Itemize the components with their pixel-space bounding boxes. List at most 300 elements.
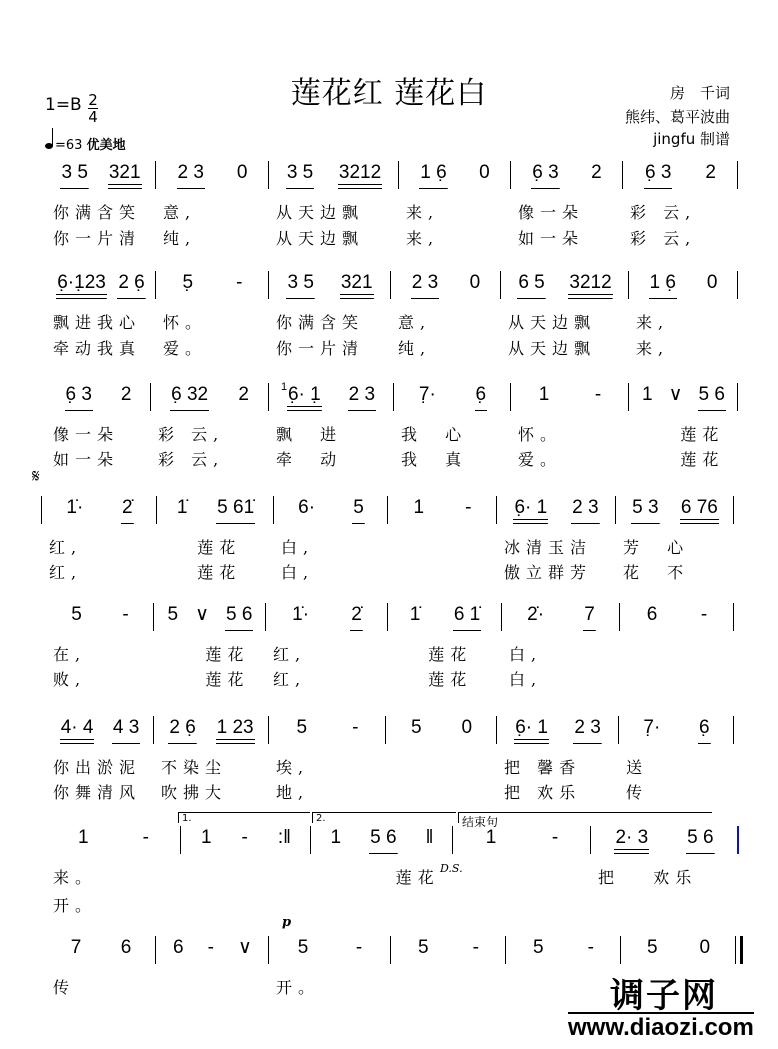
lyric-verse-1: 怀。 (163, 313, 208, 332)
barline (398, 161, 399, 189)
note-group (277, 828, 292, 854)
notes: 6̣·1̣23 (57, 272, 106, 293)
lyric-verse-1: 你出淤泥 (53, 758, 142, 777)
notes: 321 (340, 272, 373, 293)
lyric-verse-1: 冰清玉洁 (504, 538, 593, 557)
notes: 5 (353, 497, 364, 518)
measure (51, 273, 151, 299)
note-group (649, 273, 677, 299)
notes: - (587, 937, 594, 958)
measure (625, 605, 729, 631)
key-signature: 1=B (45, 95, 82, 115)
measure (274, 938, 386, 964)
notes: - (352, 717, 359, 738)
lyric-verse-2: 彩 云, (630, 229, 697, 248)
lyric-verse-2: 纯, (398, 339, 432, 358)
notes: ∨ (195, 604, 210, 625)
time-bottom: 4 (88, 108, 98, 126)
note-group (168, 718, 196, 744)
lyric-verse-2: 牵动我真 (53, 339, 142, 358)
lyric-verse-2: 红, (273, 670, 307, 689)
measure (507, 605, 615, 631)
system-5 (0, 604, 778, 689)
measure (51, 718, 149, 744)
note-group (182, 273, 195, 299)
notes: 5 6 (370, 827, 397, 848)
lyric-verse-1: 把 欢乐 (598, 868, 698, 887)
note-group (120, 938, 133, 964)
notes: 1 23 (216, 717, 254, 738)
notes: 1 (485, 827, 497, 848)
notes: 6̣ 32 (171, 384, 209, 405)
lyricist-credit: 房 千词 (669, 84, 730, 102)
note-group (237, 385, 250, 411)
lyric-verse-1: 莲花 (318, 868, 440, 887)
note-group (594, 385, 602, 411)
notes: 5 61̇ (217, 497, 255, 518)
notes: 1 6̣ (420, 162, 447, 183)
notes: 7 (70, 937, 82, 958)
measure (621, 498, 729, 524)
notes: 2· 3 (615, 827, 649, 848)
lyric-verse-1: 莲花 (636, 425, 725, 444)
note-group (475, 385, 488, 411)
notes: 4 3 (112, 717, 140, 738)
lyric-verse-2: 莲花 (395, 670, 473, 689)
notes: 0 (469, 272, 481, 293)
notes: ‖ (425, 827, 434, 848)
notes: - (122, 604, 129, 625)
barline (620, 936, 621, 964)
measure (516, 163, 618, 189)
note-group (646, 605, 659, 631)
lyric-verse-1: 埃, (276, 758, 310, 777)
lyric-verse-2: 纯, (163, 229, 197, 248)
note-group (571, 498, 599, 524)
lyric-verse-1: 怀。 (518, 425, 563, 444)
notes: - (241, 827, 248, 848)
notes: 6̣ 3 (645, 162, 672, 183)
lyric-verse-1: 意, (163, 203, 197, 222)
system-4 (0, 497, 778, 582)
note-group (56, 273, 107, 299)
notes: 4· 4 (60, 717, 94, 738)
notes: 1 (642, 384, 653, 405)
barline (153, 716, 154, 744)
notes: 6 1̇ (453, 604, 481, 625)
segno-icon: 𝄋 (32, 466, 40, 487)
lyric-verse-2: 傲立群芳 (504, 563, 593, 582)
notes: 1 6̣ (649, 272, 676, 293)
notes: 1 (413, 497, 425, 518)
lyric-verse-2: 莲花 (164, 563, 242, 582)
notes: - (207, 937, 214, 958)
note-group (70, 605, 83, 631)
notes: 2 (120, 384, 132, 405)
notes: 2 6̣ (169, 717, 196, 738)
note-group (65, 498, 84, 524)
lyric-verse-1: 意, (398, 313, 432, 332)
system-3 (0, 381, 778, 469)
time-signature (88, 92, 98, 125)
lyric-verse-2: 爱。 (518, 450, 563, 469)
note-group (70, 938, 83, 964)
notes: 2 3 (574, 717, 601, 738)
measure (162, 498, 269, 524)
note-group (77, 828, 90, 854)
watermark-logo: 调子网 (610, 976, 718, 1016)
measure (391, 718, 492, 744)
note-group (225, 605, 253, 631)
measure (161, 163, 264, 189)
note-group (551, 828, 559, 854)
lyric-verse-2: 牵 动 (276, 450, 343, 469)
notes: 2 (591, 162, 602, 183)
note-group (194, 605, 210, 631)
notes: - (236, 272, 243, 293)
measure (274, 381, 389, 411)
measure (404, 163, 506, 189)
notes: 2̇ (351, 604, 362, 625)
notes: 6̣· 1̣ (287, 384, 321, 405)
notes: 6 (120, 937, 132, 958)
measure (274, 273, 386, 299)
note-group (513, 498, 548, 524)
notes: - (551, 827, 559, 848)
lyric-verse-2: 我 真 (401, 450, 468, 469)
barline (496, 716, 497, 744)
lyric-verse-1: 你满含笑 (53, 203, 142, 222)
note-group (352, 498, 365, 524)
notes: 6̣ (699, 717, 710, 738)
notes: 2 (238, 384, 249, 405)
note-group (472, 938, 480, 964)
notes: 5 (533, 937, 544, 958)
notes: - (472, 937, 479, 958)
note-group (142, 828, 150, 854)
barline (268, 936, 269, 964)
note-group (296, 718, 309, 744)
lyric-verse-1: 你满含笑 (276, 313, 365, 332)
notes: 321 (108, 162, 141, 183)
barline (505, 936, 506, 964)
barline (387, 496, 388, 524)
notes: - (142, 827, 149, 848)
notes: ∨ (238, 937, 252, 958)
barline (628, 383, 629, 411)
lyric-verse-2: 爱。 (163, 339, 208, 358)
note-group (167, 605, 180, 631)
note-group (350, 605, 363, 631)
system-7 (0, 827, 778, 915)
note-group (704, 163, 717, 189)
notes: 2̇ (122, 497, 133, 518)
tempo-value: =63 (55, 138, 83, 153)
notes: 2 3 (572, 497, 599, 518)
barline (273, 496, 274, 524)
measure (393, 605, 497, 631)
lyric-verse-2: 如一朵 (518, 229, 585, 248)
lyric-verse-2: 地, (276, 783, 310, 802)
measure (396, 273, 496, 299)
measure (393, 498, 492, 524)
notes: 5 (296, 717, 308, 738)
lyric-verse-2: 你一片清 (276, 339, 365, 358)
note-group (297, 498, 316, 524)
notes: 5 (167, 604, 179, 625)
system-6 (0, 717, 778, 802)
barline (41, 496, 42, 524)
barline (393, 383, 394, 411)
notes: 7 (584, 604, 595, 625)
notes: 3212 (338, 162, 382, 183)
notes: 3 5 (287, 272, 314, 293)
notes: 7̣· (643, 717, 661, 738)
notes: 1̇ (409, 604, 421, 625)
transcriber-credit: jingfu 制谱 (653, 130, 730, 148)
lyric-verse-1: 白, (509, 645, 543, 664)
note-group (419, 163, 447, 189)
note-group (338, 163, 382, 189)
notes: 5 6 (226, 604, 253, 625)
note-group (65, 385, 93, 411)
measure (51, 938, 151, 964)
lyric-verse-1: 不染尘 (161, 758, 228, 777)
tempo-marking (45, 134, 126, 153)
barline (737, 383, 738, 411)
lyric-verse-2: 把 欢乐 (504, 783, 582, 802)
note-group (587, 938, 595, 964)
note-group (478, 163, 491, 189)
barline (510, 161, 511, 189)
lyric-verse-1: 像一朵 (518, 203, 585, 222)
note-group (531, 163, 559, 189)
time-top: 2 (88, 91, 98, 109)
barline (390, 936, 391, 964)
notes: 6̣· 1 (515, 717, 548, 738)
notes: - (594, 384, 602, 405)
note-group (297, 938, 310, 964)
notes: 5 (297, 937, 309, 958)
notes: 6̣ (475, 384, 487, 405)
note-group (121, 605, 129, 631)
lyric-verse-1: 莲花 (161, 645, 250, 664)
measure (502, 498, 611, 524)
note-group (526, 605, 545, 631)
notes: 0 (461, 717, 473, 738)
note-group (646, 938, 659, 964)
note-group (108, 163, 142, 189)
measure (511, 938, 616, 964)
note-group (631, 498, 659, 524)
expression-text: 优美地 (86, 138, 126, 153)
note-group (517, 273, 545, 299)
barline (496, 496, 497, 524)
song-title: 莲花红 莲花白 (290, 76, 488, 111)
note-group (641, 385, 654, 411)
lyric-verse-1: 莲花 (164, 538, 242, 557)
note-group (120, 385, 133, 411)
lyric-verse-1: 我 心 (401, 425, 468, 444)
note-group (200, 828, 213, 854)
note-group (698, 385, 726, 411)
note-group (514, 718, 549, 744)
barline (733, 716, 734, 744)
barline (390, 271, 391, 299)
barline (737, 826, 739, 854)
measure (596, 828, 733, 854)
note-group (413, 498, 426, 524)
notes: 5 (646, 937, 658, 958)
notes: - (465, 497, 472, 518)
lyric-verse-1: 开。 (276, 978, 321, 997)
barline (155, 161, 156, 189)
dynamic-piano: p (282, 915, 292, 930)
barline (387, 603, 388, 631)
lyric-verse-2: 来, (636, 339, 670, 358)
notes: 6 5 (518, 272, 545, 293)
notes: 5 6 (698, 384, 725, 405)
note-group (291, 605, 310, 631)
measure (271, 605, 383, 631)
note-group (410, 718, 423, 744)
lyric-verse-1: 白, (281, 538, 315, 557)
measure (159, 718, 264, 744)
measure (624, 718, 729, 744)
note-group (706, 273, 719, 299)
notes: 7̣· (418, 384, 436, 405)
lyric-verse-1: 来, (406, 203, 440, 222)
final-barline (735, 936, 743, 964)
notes: ∨ (668, 384, 683, 405)
notes: 5 3 (632, 497, 659, 518)
note-group (207, 938, 215, 964)
notes: - (700, 604, 708, 625)
lyric-verse-1: 从天边飘 (276, 203, 365, 222)
lyric-verse-1: 红, (49, 538, 83, 557)
barline (153, 603, 154, 631)
barline (268, 383, 269, 411)
note-group (330, 828, 343, 854)
note-group (464, 498, 472, 524)
note-group (485, 828, 498, 854)
note-group (409, 605, 422, 631)
measure (47, 498, 152, 524)
measure (274, 163, 394, 189)
barline (501, 603, 502, 631)
barline (452, 826, 453, 854)
barline (737, 271, 738, 299)
measure (186, 828, 306, 854)
volta-2: 2. (312, 812, 456, 823)
lyric-verse-1: 芳 心 (623, 538, 690, 557)
measure (502, 718, 614, 744)
lyric-verse-1: 送 (626, 758, 649, 777)
ds-mark: D.S. (440, 862, 463, 875)
note-group (236, 163, 249, 189)
note-group (286, 273, 314, 299)
lyric-verse-1: 来。 (53, 868, 98, 887)
notes: 0 (236, 162, 248, 183)
barline (500, 271, 501, 299)
lyric-verse-1: 莲花 (395, 645, 473, 664)
barline (622, 161, 623, 189)
note-group (112, 718, 140, 744)
lyric-verse-1: 传 (53, 978, 76, 997)
lyric-verse-1: 彩 云, (158, 425, 225, 444)
barline (733, 603, 734, 631)
note-group (235, 273, 243, 299)
measure (628, 163, 733, 189)
note-group (668, 385, 684, 411)
lyric-verse-2: 红, (49, 563, 83, 582)
measure (634, 273, 733, 299)
lyric-verse-2: 从天边飘 (276, 229, 365, 248)
grace-note: 1 (280, 381, 288, 393)
note-group (642, 718, 661, 744)
note-group (172, 938, 185, 964)
measure (506, 273, 624, 299)
lyric-verse-1: 像一朵 (53, 425, 120, 444)
notes: 6̣· 1 (514, 497, 548, 518)
notes: 1̇· (292, 604, 310, 625)
lyric-verse-1: 把 馨香 (504, 758, 582, 777)
notes: 2 6̣ (118, 272, 145, 293)
lyric-verse-2: 败, (53, 670, 87, 689)
measure (51, 828, 176, 854)
barline (150, 383, 151, 411)
notes: 6 (173, 937, 184, 958)
note-group (686, 828, 714, 854)
notes: 1 (200, 827, 212, 848)
note-group (241, 828, 249, 854)
lyric-verse-2: 传 (626, 783, 649, 802)
note-group (340, 273, 374, 299)
lyric-verse-1: 从天边飘 (508, 313, 597, 332)
lyric-verse-2: 彩 云, (158, 450, 225, 469)
lyric-verse-2: 莲花 (636, 450, 725, 469)
lyric-verse-1: 在, (53, 645, 87, 664)
notes: 3212 (569, 272, 612, 293)
note-group (121, 498, 134, 524)
note-group (614, 828, 649, 854)
measure (399, 385, 506, 411)
notes: 6̣ 3 (532, 162, 559, 183)
measure (161, 938, 264, 964)
barline (310, 826, 311, 854)
barline (385, 716, 386, 744)
measure (274, 718, 381, 744)
note-group (348, 385, 376, 411)
note-group (590, 163, 603, 189)
notes: 1 (78, 827, 89, 848)
barline (268, 161, 269, 189)
note-group (351, 718, 359, 744)
notes: 5 (410, 717, 422, 738)
measure (626, 938, 731, 964)
note-group (469, 273, 482, 299)
lyric-verse-2: 你舞清风 (53, 783, 142, 802)
lyric-verse-1: 红, (273, 645, 307, 664)
barline (180, 826, 181, 854)
measure (161, 273, 264, 299)
notes: 6̣ 3 (65, 384, 92, 405)
system-1 (0, 162, 778, 248)
barline (155, 936, 156, 964)
notes: 5̣ (182, 272, 194, 293)
note-group (286, 163, 314, 189)
note-group (237, 938, 253, 964)
